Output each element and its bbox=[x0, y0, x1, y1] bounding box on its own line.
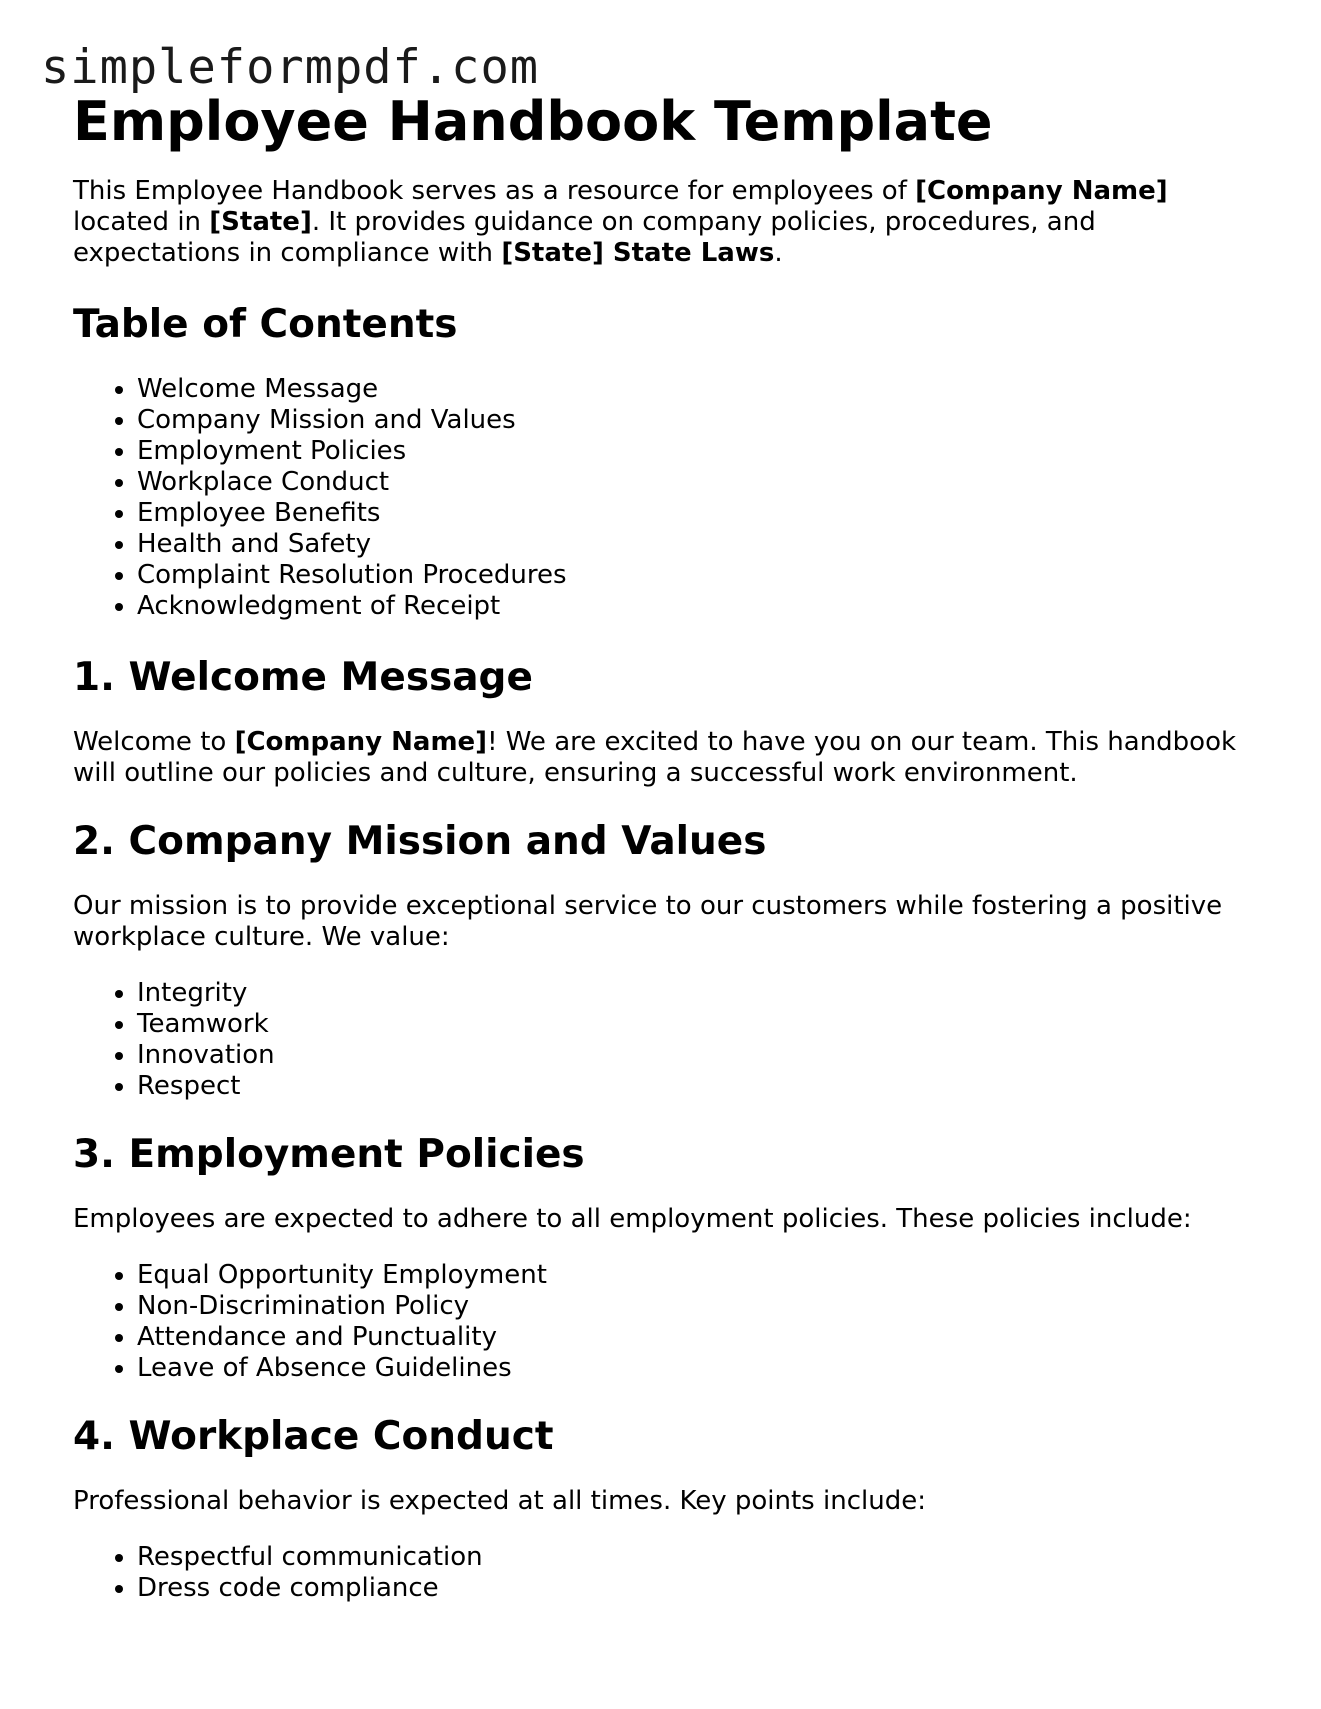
values-item: • Integrity bbox=[137, 978, 1253, 1009]
section-mission-text: Our mission is to provide exceptional service to our customers while fostering a positive workplace culture. We value: bbox=[73, 891, 1223, 952]
policies-item: • Non-Discrimination Policy bbox=[137, 1291, 1253, 1322]
policies-item: • Leave of Absence Guidelines bbox=[137, 1353, 1253, 1384]
intro-laws-placeholder: [State] State Laws bbox=[501, 238, 775, 268]
toc-item: • Acknowledgment of Receipt bbox=[137, 591, 1253, 622]
values-item: • Respect bbox=[137, 1071, 1253, 1102]
values-item: • Innovation bbox=[137, 1040, 1253, 1071]
intro-text-2: located in bbox=[73, 207, 210, 237]
conduct-list bbox=[73, 1542, 1253, 1604]
intro-text-4: . bbox=[774, 238, 783, 268]
section-mission-heading: 2. Company Mission and Values bbox=[73, 819, 767, 864]
conduct-item: • Respectful communication bbox=[137, 1542, 1253, 1573]
values-list bbox=[73, 978, 1253, 1102]
toc-heading: Table of Contents bbox=[73, 302, 458, 347]
document-title: Employee Handbook Template bbox=[73, 90, 993, 153]
policies-list bbox=[73, 1260, 1253, 1384]
toc-item: • Health and Safety bbox=[137, 529, 1253, 560]
intro-company-placeholder: [Company Name] bbox=[915, 176, 1168, 206]
toc-item: • Employment Policies bbox=[137, 436, 1253, 467]
toc-item: • Complaint Resolution Procedures bbox=[137, 560, 1253, 591]
intro-text-1: This Employee Handbook serves as a resource for employees of bbox=[73, 176, 916, 206]
values-item: • Teamwork bbox=[137, 1009, 1253, 1040]
document-page bbox=[73, 88, 1253, 1604]
policies-item: • Equal Opportunity Employment bbox=[137, 1260, 1253, 1291]
toc-item: • Employee Benefits bbox=[137, 498, 1253, 529]
section-policies-heading: 3. Employment Policies bbox=[73, 1132, 585, 1177]
welcome-company-placeholder: [Company Name] bbox=[234, 727, 488, 757]
section-welcome-text bbox=[73, 727, 1253, 789]
intro-state-placeholder: [State] bbox=[209, 207, 312, 237]
intro-paragraph bbox=[73, 176, 1253, 269]
toc-item: • Welcome Message bbox=[137, 374, 1253, 405]
intro-text-3: . It provides guidance on company policies, procedures, and expectations in compliance with bbox=[73, 207, 1096, 268]
welcome-text-1: Welcome to bbox=[73, 727, 235, 757]
toc-item: • Company Mission and Values bbox=[137, 405, 1253, 436]
watermark: simpleformpdf.com bbox=[41, 40, 540, 95]
welcome-text-2: ! We are excited to have you on our team. This handbook will outline our policies and culture, ensuring a successful work environment. bbox=[73, 727, 1237, 788]
section-policies-text: Employees are expected to adhere to all employment policies. These policies include: bbox=[73, 1204, 1192, 1234]
section-conduct-text: Professional behavior is expected at all times. Key points include: bbox=[73, 1486, 926, 1516]
section-welcome-heading: 1. Welcome Message bbox=[73, 655, 533, 700]
toc-list bbox=[73, 374, 1253, 622]
policies-item: • Attendance and Punctuality bbox=[137, 1322, 1253, 1353]
conduct-item: • Dress code compliance bbox=[137, 1573, 1253, 1604]
section-conduct-heading: 4. Workplace Conduct bbox=[73, 1414, 554, 1459]
toc-item: • Workplace Conduct bbox=[137, 467, 1253, 498]
